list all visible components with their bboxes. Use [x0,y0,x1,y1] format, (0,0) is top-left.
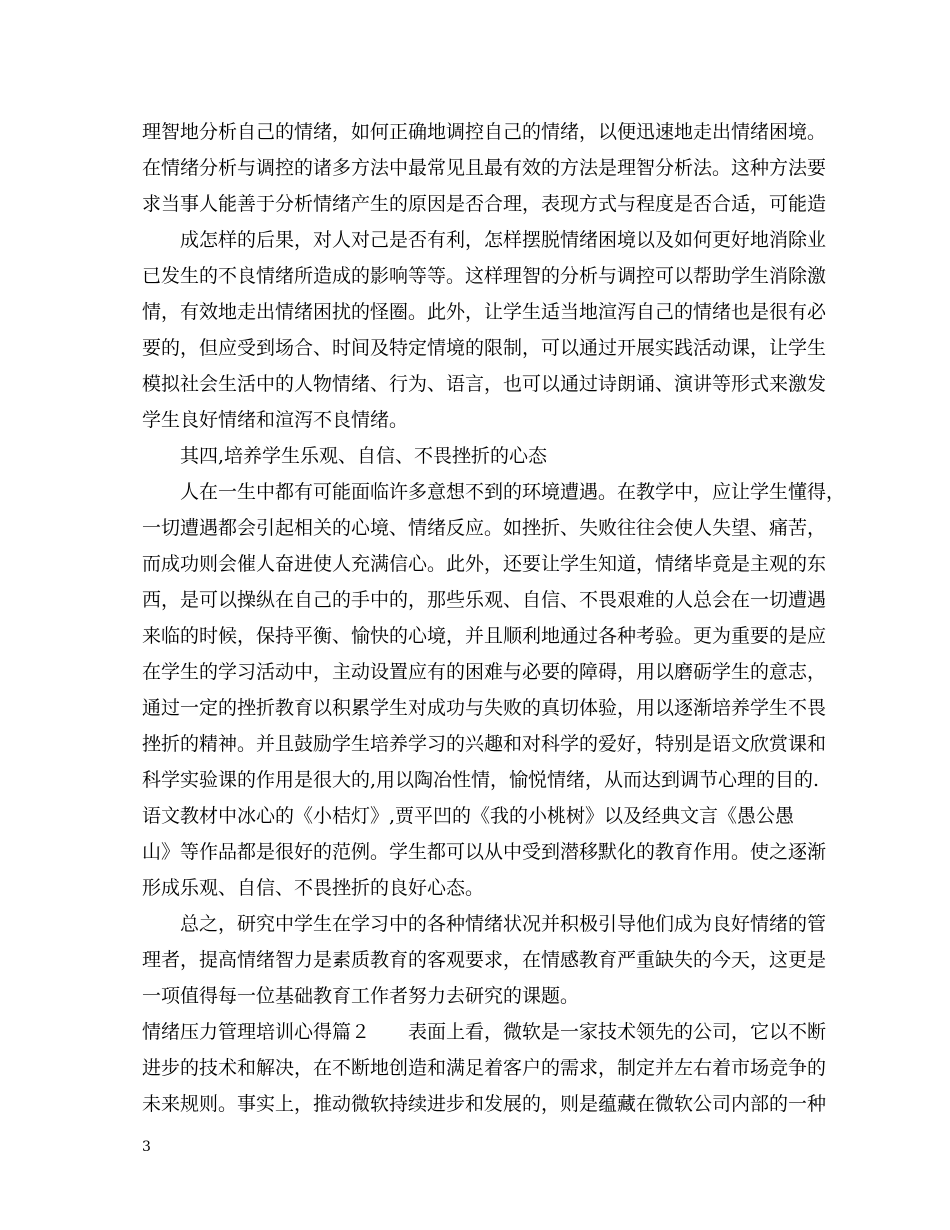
text-line: 来临的时候，保持平衡、愉快的心境，并且顺利地通过各种考验。更为重要的是应 [142,625,827,647]
text-line: 求当事人能善于分析情绪产生的原因是否合理，表现方式与程度是否合适，可能造 [142,193,827,215]
text-line: 在学生的学习活动中，主动设置应有的困难与必要的障碍，用以磨砺学生的意志， [142,661,827,683]
text-line: 在情绪分析与调控的诸多方法中最常见且最有效的方法是理智分析法。这种方法要 [142,157,827,179]
text-line: 成怎样的后果，对人对己是否有利，怎样摆脱情绪困境以及如何更好地消除业 [180,229,827,251]
page-number: 3 [142,1139,151,1155]
text-line: 总之，研究中学生在学习中的各种情绪状况并积极引导他们成为良好情绪的管 [180,913,827,935]
text-line: 科学实验课的作用是很大的,用以陶冶性情，愉悦情绪，从而达到调节心理的目的. [142,769,820,791]
text-line: 已发生的不良情绪所造成的影响等等。这样理智的分析与调控可以帮助学生消除激 [142,265,827,287]
text-line: 进步的技术和解决，在不断地创造和满足着客户的需求，制定并左右着市场竞争的 [142,1057,827,1079]
text-line: 通过一定的挫折教育以积累学生对成功与失败的真切体验，用以逐渐培养学生不畏 [142,697,827,719]
text-line: 模拟社会生活中的人物情绪、行为、语言，也可以通过诗朗诵、演讲等形式来激发 [142,373,827,395]
text-line: 理智地分析自己的情绪，如何正确地调控自己的情绪，以便迅速地走出情绪困境。 [142,121,827,143]
text-line: 理者，提高情绪智力是素质教育的客观要求，在情感教育严重缺失的今天，这更是 [142,949,827,971]
text-line: 未来规则。事实上，推动微软持续进步和发展的，则是蕴藏在微软公司内部的一种 [142,1093,827,1115]
text-line: 人在一生中都有可能面临许多意想不到的环境遭遇。在教学中，应让学生懂得， [180,481,846,503]
text-line: 山》等作品都是很好的范例。学生都可以从中受到潜移默化的教育作用。使之逐渐 [142,841,827,863]
text-line: 而成功则会催人奋进使人充满信心。此外，还要让学生知道，情绪毕竟是主观的东 [142,553,827,575]
text-line: 西，是可以操纵在自己的手中的，那些乐观、自信、不畏艰难的人总会在一切遭遇 [142,589,827,611]
text-line: 语文教材中冰心的《小桔灯》,贾平凹的《我的小桃树》以及经典文言《愚公愚 [142,805,795,827]
text-line: 情，有效地走出情绪困扰的怪圈。此外，让学生适当地渲泻自己的情绪也是很有必 [142,301,827,323]
text-line: 情绪压力管理培训心得篇２ 表面上看，微软是一家技术领先的公司，它以不断 [142,1021,827,1043]
text-line: 要的，但应受到场合、时间及特定情境的限制，可以通过开展实践活动课，让学生 [142,337,827,359]
text-line: 学生良好情绪和渲泻不良情绪。 [142,409,409,431]
text-line: 形成乐观、自信、不畏挫折的良好心态。 [142,877,485,899]
text-line: 一切遭遇都会引起相关的心境、情绪反应。如挫折、失败往往会使人失望、痛苦， [142,517,827,539]
text-line: 一项值得每一位基础教育工作者努力去研究的课题。 [142,985,580,1007]
text-line: 挫折的精神。并且鼓励学生培养学习的兴趣和对科学的爱好，特别是语文欣赏课和 [142,733,827,755]
section-heading: 其四,培养学生乐观、自信、不畏挫折的心态 [180,445,548,467]
